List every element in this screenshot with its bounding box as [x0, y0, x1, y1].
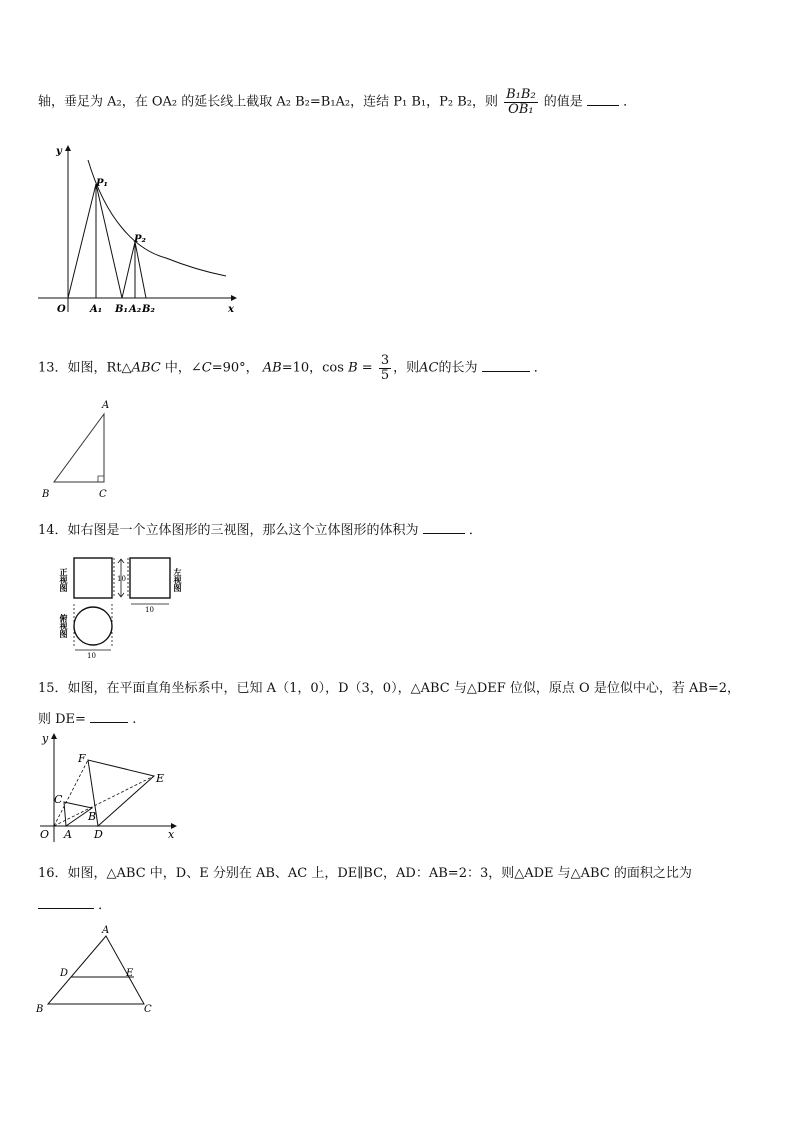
q15-label-C: C [54, 793, 63, 806]
q13-label-C: C [99, 489, 107, 500]
q12-label-x: x [228, 304, 234, 315]
q12-triangle-1 [68, 184, 122, 298]
q15-end: . [132, 712, 137, 727]
q14-answer-blank[interactable] [423, 521, 465, 534]
q14-label-top: 俯视图 [59, 614, 69, 638]
q15-label-x: x [168, 828, 175, 841]
q14-label-left: 左视图 [173, 568, 183, 592]
q13-right-angle-mark [98, 476, 104, 482]
q12-label-A2: A₂ [129, 304, 142, 315]
q12-fraction [504, 88, 538, 116]
q13-mid2: =90°， [211, 360, 259, 376]
q13-mid5: 的长为 [438, 360, 478, 376]
q14-dim-w2-label: 10 [145, 606, 154, 614]
q12-label-O: O [57, 304, 66, 315]
q13-frac-num: 3 [380, 353, 390, 368]
q13-label-B: B [42, 489, 50, 500]
q14-left-view [130, 558, 170, 598]
q13-triangle [54, 414, 104, 482]
q13-text [38, 354, 547, 382]
q13-answer-blank[interactable] [482, 359, 530, 372]
q13-mid1: 中，∠ [160, 360, 202, 376]
q12-answer-blank[interactable] [587, 93, 619, 106]
q15-label-A: A [64, 828, 72, 841]
q13-mid4: ，则 [393, 360, 420, 376]
q12-text-before: 轴，垂足为 A₂，在 OA₂ 的延长线上截取 A₂ B₂=B₁A₂，连结 P₁ B₁，P₂ B₂，则 [38, 94, 498, 110]
q12-triangle-2 [122, 242, 146, 298]
q14-end: ． [468, 523, 482, 538]
q14-dim-w1-label: 10 [87, 652, 96, 660]
q16-figure [34, 922, 164, 1018]
q16-label-D: D [60, 968, 69, 979]
q16-line2 [38, 894, 111, 913]
q15-text-1: 15．如图，在平面直角坐标系中，已知 A（1，0），D（3，0），△ABC 与△DEF 位似，原点 O 是位似中心，若 AB=2， [38, 681, 741, 696]
q12-label-P2: P₂ [134, 234, 146, 245]
q13-frac-den: 5 [380, 367, 390, 383]
q13-b: B [348, 360, 358, 376]
q12-text [38, 88, 636, 116]
q13-fraction [379, 354, 391, 382]
q14-label-front: 正视图 [59, 568, 69, 592]
q16-label-C: C [144, 1004, 152, 1015]
q12-end: ． [623, 94, 637, 110]
q13-ac: AC [419, 360, 439, 376]
q14-dim-h-label: 10 [117, 575, 126, 583]
q16-end: ． [98, 898, 112, 913]
q16-line1 [38, 862, 692, 881]
q14-front-view [74, 558, 112, 598]
q15-text-2: 则 DE= [38, 712, 86, 727]
q15-label-B: B [88, 810, 97, 823]
q12-label-B2: B₂ [142, 304, 155, 315]
q15-label-D: D [94, 828, 103, 841]
q12-label-A1: A₁ [90, 304, 103, 315]
q13-label-A: A [102, 400, 110, 411]
q13-mid3: =10，cos [281, 360, 344, 376]
q13-prefix: 13．如图，Rt△ [38, 360, 132, 376]
q14-text [38, 519, 482, 538]
q12-text-after: 的值是 [543, 94, 583, 110]
q15-ray-oe [54, 776, 154, 826]
q15-label-O: O [40, 828, 50, 841]
q13-eq: = [357, 360, 377, 376]
q15-label-y: y [42, 732, 49, 745]
q15-label-E: E [156, 772, 165, 785]
q13-figure [36, 396, 126, 506]
q16-label-A: A [102, 925, 110, 936]
q13-tri: ABC [131, 360, 161, 376]
q12-label-B1: B₁ [115, 304, 128, 315]
q12-label-P1: P₁ [96, 178, 108, 189]
q15-line1 [38, 677, 740, 696]
q16-label-E: E [126, 968, 134, 979]
q12-figure [36, 140, 246, 320]
q15-line2 [38, 708, 136, 727]
q13-angle: C [201, 360, 212, 376]
q14-question: 14．如右图是一个立体图形的三视图，那么这个立体图形的体积为 [38, 523, 419, 538]
q13-ab: AB [262, 360, 282, 376]
q12-frac-den: OB₁ [508, 101, 534, 117]
q16-text-1: 16．如图，△ABC 中，D、E 分别在 AB、AC 上，DE∥BC，AD：AB=2：3，则△ADE 与△ABC 的面积之比为 [38, 866, 692, 881]
q12-hyperbola [88, 160, 226, 276]
q15-triangle-def [88, 760, 154, 826]
q15-answer-blank[interactable] [90, 710, 128, 723]
q16-label-B: B [36, 1004, 44, 1015]
q14-top-view [74, 607, 112, 645]
q12-label-y: y [56, 146, 62, 157]
q16-answer-blank[interactable] [38, 896, 94, 909]
q15-label-F: F [78, 752, 86, 765]
q15-figure [36, 730, 186, 846]
q12-frac-num: B₁B₂ [506, 87, 536, 102]
q13-end: ． [533, 360, 547, 376]
q14-figure [54, 554, 194, 660]
